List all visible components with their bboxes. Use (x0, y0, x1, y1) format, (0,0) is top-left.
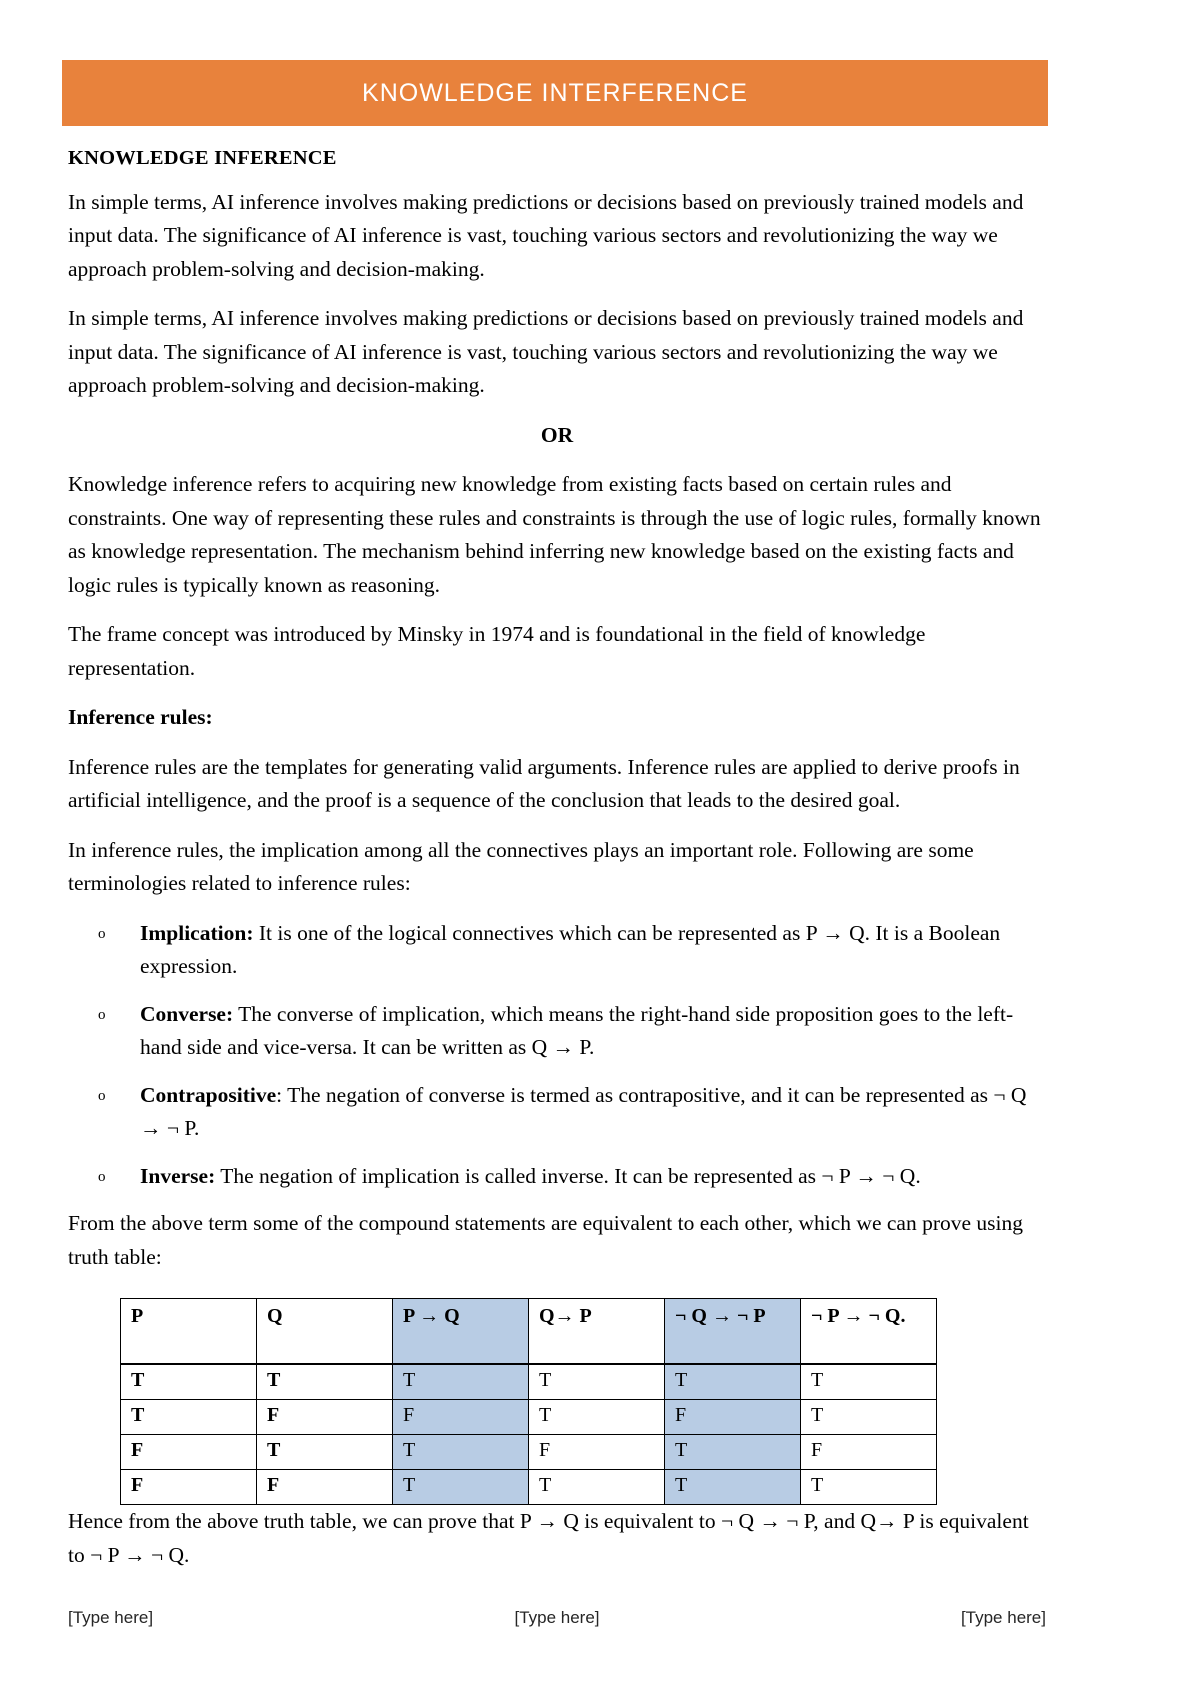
table-cell: T (801, 1364, 937, 1400)
list-item (68, 1079, 1046, 1146)
table-row (121, 1435, 937, 1470)
table-cell: F (529, 1435, 665, 1470)
term-text: : The negation of converse is termed as contrapositive, and it can be represented as ¬ Q → ¬ P. (140, 1082, 1027, 1141)
table-cell: T (529, 1400, 665, 1435)
table-header-cell: Q (257, 1299, 393, 1365)
paragraph-5: Inference rules are the templates for generating valid arguments. Inference rules are applied to derive proofs in artificial intelligence, and the proof is a sequence of the conclusion that leads to the desired goal. (68, 754, 1020, 813)
terminology-list (68, 917, 1046, 1194)
table-cell: T (121, 1364, 257, 1400)
footer-center-placeholder[interactable]: [Type here] (514, 1608, 600, 1627)
inference-rules-heading: Inference rules: (68, 705, 213, 730)
table-cell: F (393, 1400, 529, 1435)
table-cell: T (257, 1364, 393, 1400)
table-cell: T (257, 1435, 393, 1470)
table-cell: T (393, 1435, 529, 1470)
table-cell: T (665, 1470, 801, 1505)
table-row (121, 1364, 937, 1400)
table-header-cell: P (121, 1299, 257, 1365)
paragraph-8: Hence from the above truth table, we can prove that P → Q is equivalent to ¬ Q → ¬ P, and Q→ P is equivalent to ¬ P → ¬ Q. (68, 1509, 1029, 1567)
term-text: The negation of implication is called inverse. It can be represented as ¬ P → ¬ Q. (215, 1163, 921, 1188)
table-cell: F (257, 1470, 393, 1505)
table-cell: T (665, 1435, 801, 1470)
page-banner (62, 60, 1048, 126)
page-title: KNOWLEDGE INFERENCE (68, 147, 337, 169)
paragraph-4: The frame concept was introduced by Minsky in 1974 and is foundational in the field of knowledge representation. (68, 622, 926, 680)
list-item (68, 998, 1046, 1065)
table-cell: F (801, 1435, 937, 1470)
term-text: It is one of the logical connectives which can be represented as P → Q. It is a Boolean expression. (140, 920, 1001, 979)
term-label: Implication: (140, 920, 254, 945)
term-label: Inverse: (140, 1163, 216, 1188)
bullet-marker-icon: o (98, 925, 106, 942)
footer-right-placeholder[interactable]: [Type here] (960, 1608, 1046, 1627)
table-cell: F (121, 1470, 257, 1505)
truth-table (120, 1298, 937, 1505)
table-header-cell: Q→ P (529, 1299, 665, 1365)
table-cell: F (257, 1400, 393, 1435)
term-text: The converse of implication, which means the right-hand side proposition goes to the left-hand side and vice-versa. It can be written as Q → P. (140, 1001, 1014, 1060)
table-cell: T (801, 1400, 937, 1435)
or-divider-label: OR (540, 422, 574, 447)
table-header-cell: ¬ Q → ¬ P (665, 1299, 801, 1365)
table-cell: F (665, 1400, 801, 1435)
table-cell: T (393, 1364, 529, 1400)
paragraph-2: In simple terms, AI inference involves making predictions or decisions based on previously trained models and input data. The significance of AI inference is vast, touching various sectors and revolutionizing the way we approach problem-solving and decision-making. (68, 306, 1024, 398)
table-header-row (121, 1299, 937, 1365)
table-cell: T (529, 1470, 665, 1505)
table-row (121, 1400, 937, 1435)
table-cell: F (121, 1435, 257, 1470)
table-cell: T (665, 1364, 801, 1400)
table-cell: T (801, 1470, 937, 1505)
table-cell: T (529, 1364, 665, 1400)
truth-table-container (120, 1298, 1046, 1505)
footer-left-placeholder[interactable]: [Type here] (68, 1608, 154, 1627)
term-label: Converse: (140, 1001, 234, 1026)
table-header-cell: ¬ P → ¬ Q. (801, 1299, 937, 1365)
table-cell: T (121, 1400, 257, 1435)
paragraph-7: From the above term some of the compound statements are equivalent to each other, which we can prove using truth table: (68, 1211, 1023, 1269)
table-header-cell: P → Q (393, 1299, 529, 1365)
term-label: Contrapositive (140, 1082, 277, 1107)
list-item (68, 1160, 1046, 1194)
paragraph-1: In simple terms, AI inference involves making predictions or decisions based on previously trained models and input data. The significance of AI inference is vast, touching various sectors and revolutionizing the way we approach problem-solving and decision-making. (68, 189, 1024, 281)
banner-title: KNOWLEDGE INTERFERENCE (362, 78, 748, 107)
table-row (121, 1470, 937, 1505)
document-body (68, 146, 1046, 1588)
paragraph-3: Knowledge inference refers to acquiring new knowledge from existing facts based on certain rules and constraints. One way of representing these rules and constraints is through the use of logic rules, formally known as knowledge representation. The mechanism behind inferring new knowledge based on the existing facts and logic rules is typically known as reasoning. (68, 472, 1041, 597)
paragraph-6: In inference rules, the implication among all the connectives plays an important role. Following are some terminologies related to inference rules: (68, 837, 974, 896)
list-item (68, 917, 1046, 984)
bullet-marker-icon: o (98, 1006, 106, 1023)
table-cell: T (393, 1470, 529, 1505)
bullet-marker-icon: o (98, 1168, 106, 1185)
bullet-marker-icon: o (98, 1087, 106, 1104)
page-footer (68, 1608, 1046, 1628)
